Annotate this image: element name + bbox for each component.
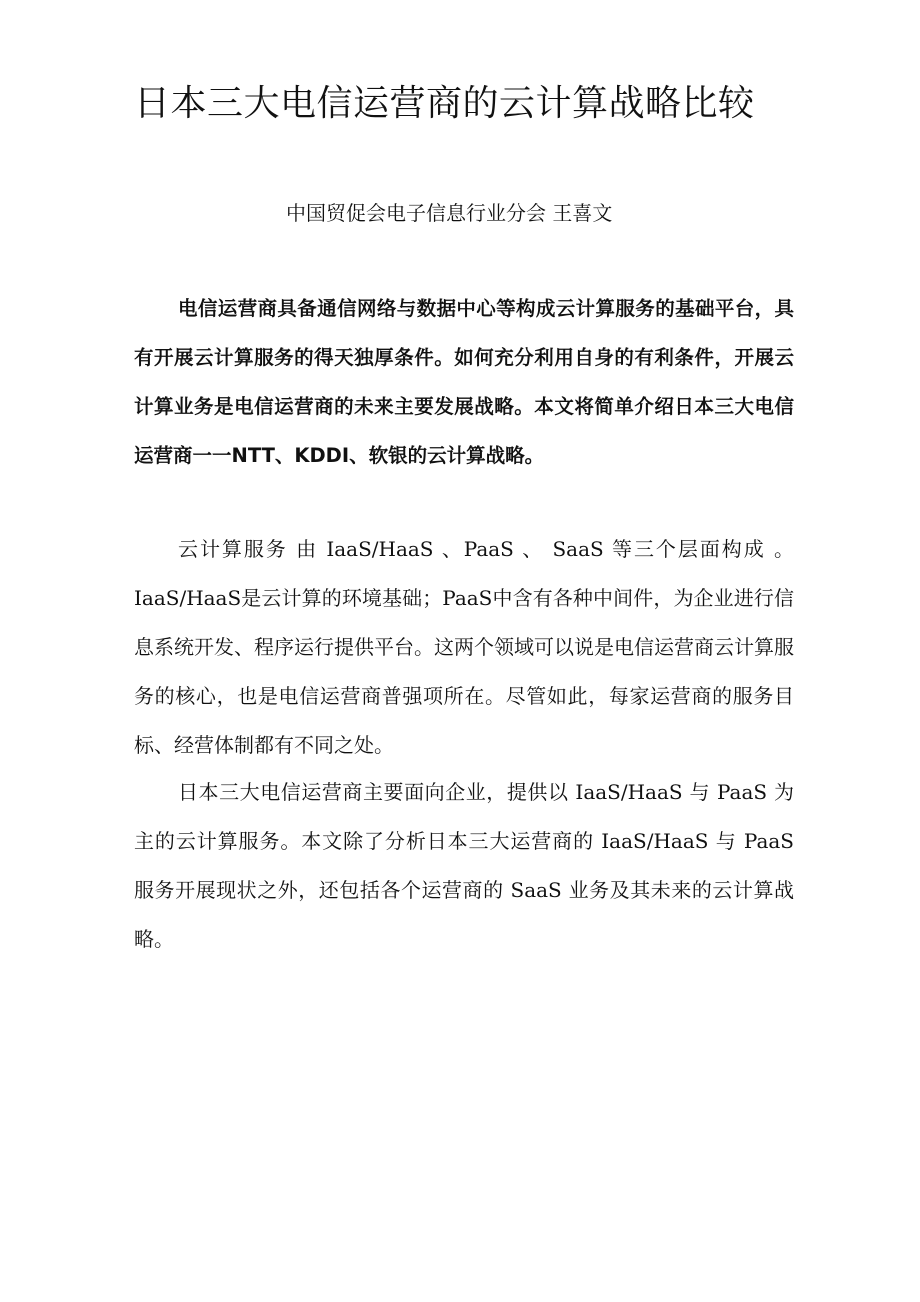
body-paragraph-2: 日本三大电信运营商主要面向企业，提供以 IaaS/HaaS 与 PaaS 为主的云计算服务。本文除了分析日本三大运营商的 IaaS/HaaS 与 PaaS 服务开展现状之外，还包括各个运营商的 SaaS 业务及其未来的云计算战略。: [134, 780, 794, 951]
abstract-paragraph: 电信运营商具备通信网络与数据中心等构成云计算服务的基础平台，具有开展云计算服务的得天独厚条件。如何充分利用自身的有利条件，开展云计算业务是电信运营商的未来主要发展战略。本文将简单介绍日本三大电信运营商一一NTT、KDDI、软银的云计算战略。: [134, 297, 794, 467]
author-line: 中国贸促会电子信息行业分会 王喜文: [286, 201, 613, 225]
body-paragraph-1: 云计算服务 由 IaaS/HaaS 、PaaS 、 SaaS 等三个层面构成 。IaaS/HaaS是云计算的环境基础；PaaS中含有各种中间件，为企业进行信息系统开发、程序运行提供平台。这两个领域可以说是电信运营商云计算服务的核心，也是电信运营商普强项所在。尽管如此，每家运营商的服务目标、经营体制都有不同之处。: [134, 537, 794, 757]
document-title: 日本三大电信运营商的云计算战略比较: [134, 83, 755, 124]
